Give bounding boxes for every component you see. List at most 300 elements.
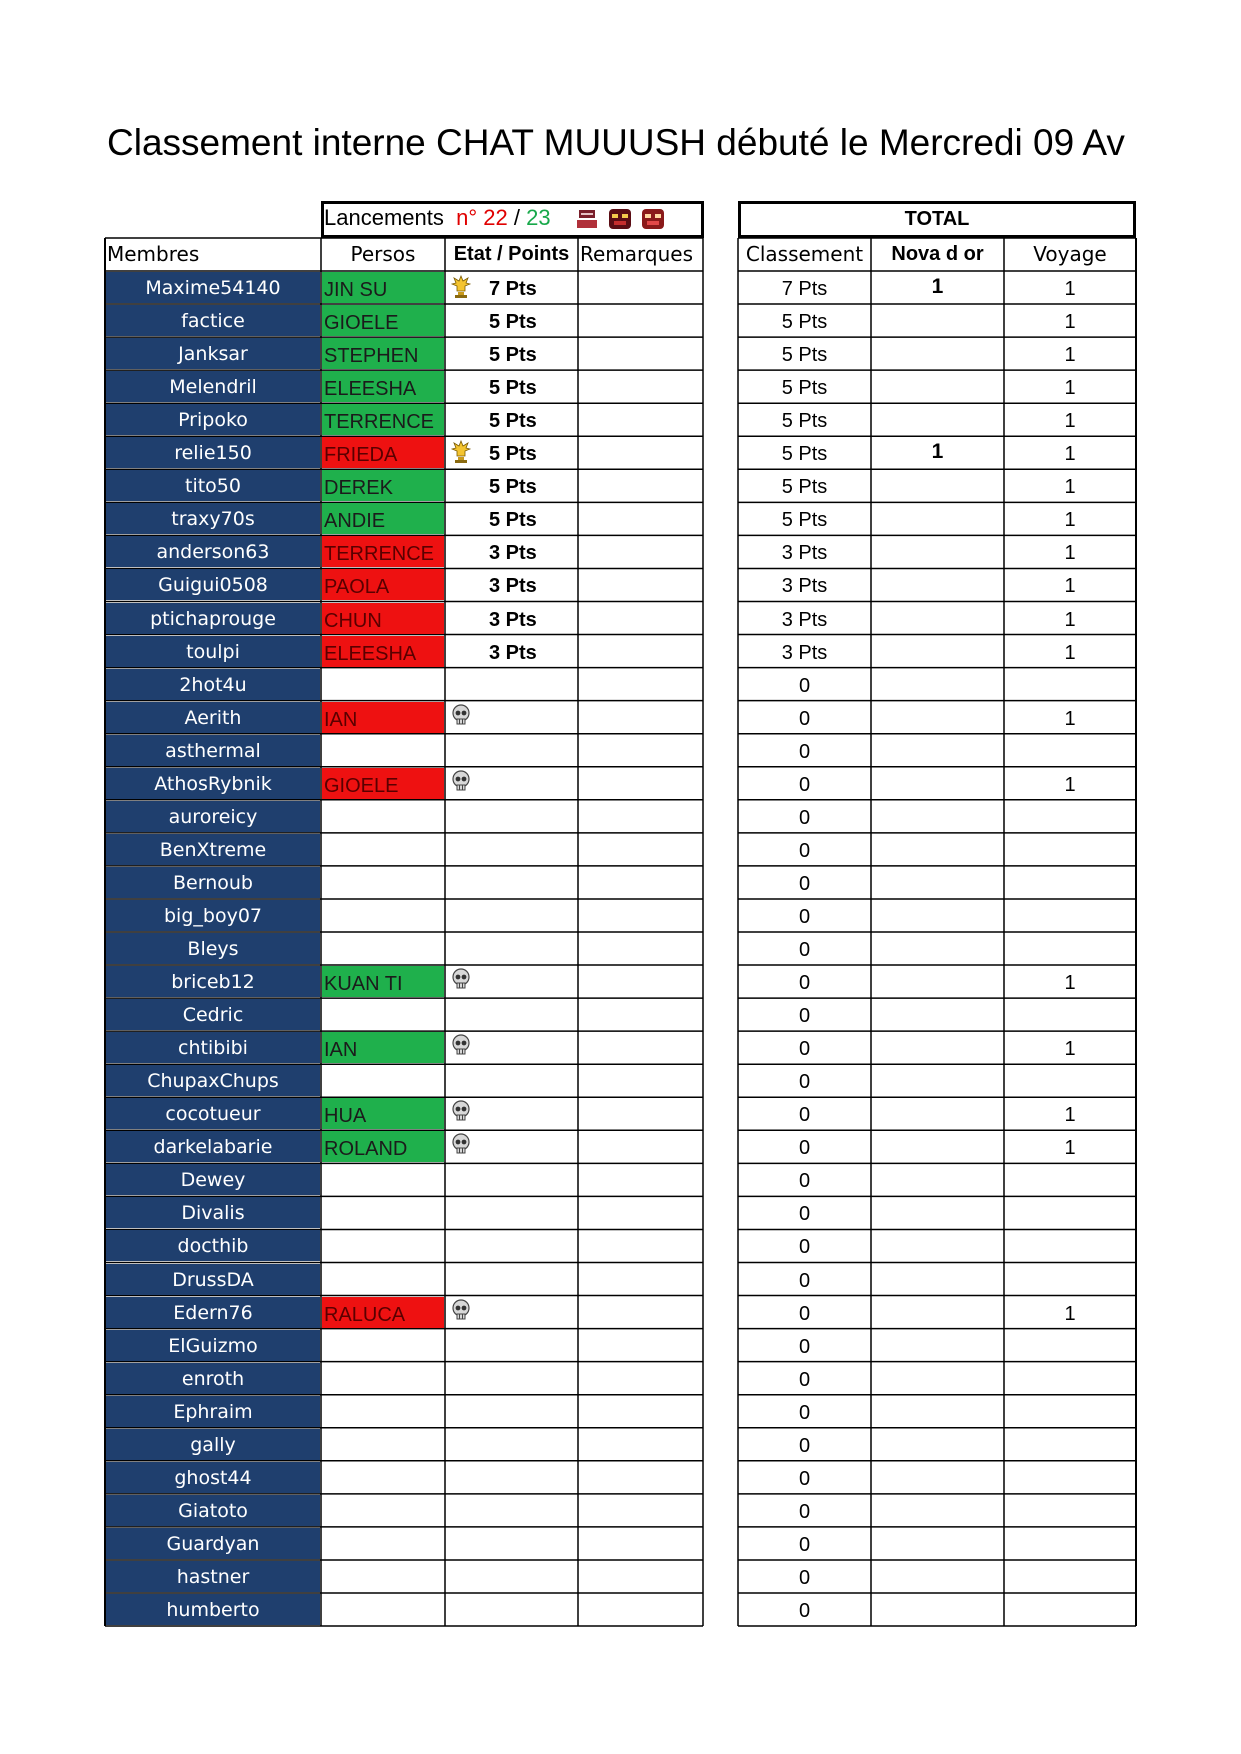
- remarques-cell: [579, 470, 702, 501]
- classement-value: 0: [798, 1533, 811, 1556]
- classement-value: 0: [798, 1467, 811, 1490]
- voyage-value: 1: [1064, 972, 1076, 995]
- points-value: [446, 933, 577, 964]
- nova-d-or-value: [872, 1164, 1003, 1195]
- voyage-value: 1: [1064, 641, 1076, 664]
- perso-name: PAOLA: [322, 569, 444, 600]
- points-value: [446, 1594, 577, 1625]
- lancements-next: 23: [526, 205, 551, 230]
- classement-value: 0: [798, 1104, 811, 1127]
- classement-value: 0: [798, 740, 811, 763]
- nova-d-or-value: [872, 966, 1003, 997]
- member-name: tito50: [106, 470, 320, 501]
- points-value: [446, 702, 577, 733]
- skull-icon: [451, 1034, 471, 1058]
- skull-icon: [451, 1299, 471, 1323]
- perso-name: JIN SU: [322, 272, 444, 303]
- classement-value: 0: [798, 1005, 811, 1028]
- member-name: Melendril: [106, 371, 320, 402]
- perso-name: [322, 1396, 444, 1427]
- points-value: [446, 735, 577, 766]
- nova-d-or-value: [872, 1197, 1003, 1228]
- points-value: [446, 834, 577, 865]
- points-label: 5 Pts: [489, 377, 537, 400]
- perso-name: IAN: [322, 1032, 444, 1063]
- voyage-value: 1: [1064, 608, 1076, 631]
- voyage-value: 1: [1064, 410, 1076, 433]
- remarques-cell: [579, 933, 702, 964]
- points-value: [446, 1396, 577, 1427]
- member-name: Guigui0508: [106, 569, 320, 600]
- classement-value: 3 Pts: [781, 608, 828, 631]
- points-value: [446, 1131, 577, 1162]
- voyage-value: 1: [1064, 377, 1076, 400]
- perso-name: [322, 1197, 444, 1228]
- skull-icon: [451, 1100, 471, 1124]
- classement-value: 5 Pts: [781, 344, 828, 367]
- voyage-value: [1005, 900, 1135, 931]
- voyage-value: 1: [1064, 707, 1076, 730]
- member-name: Edern76: [106, 1297, 320, 1328]
- remarques-cell: [579, 999, 702, 1030]
- lancements-separator: /: [513, 205, 520, 230]
- nova-d-or-value: [872, 338, 1003, 369]
- member-name: AthosRybnik: [106, 768, 320, 799]
- classement-value: 3 Pts: [781, 641, 828, 664]
- skull-icon: [451, 968, 471, 992]
- member-name: ElGuizmo: [106, 1330, 320, 1361]
- points-value: [446, 1561, 577, 1592]
- points-value: [446, 1098, 577, 1129]
- perso-name: [322, 999, 444, 1030]
- voyage-value: [1005, 867, 1135, 898]
- remarques-cell: [579, 1098, 702, 1129]
- lancements-current: 22: [483, 205, 508, 230]
- voyage-value: 1: [1064, 773, 1076, 796]
- remarques-cell: [579, 272, 702, 303]
- member-name: Dewey: [106, 1164, 320, 1195]
- remarques-cell: [579, 669, 702, 700]
- perso-name: [322, 1429, 444, 1460]
- points-value: [446, 305, 577, 336]
- remarques-cell: [579, 1396, 702, 1427]
- remarques-cell: [579, 1131, 702, 1162]
- points-value: [446, 669, 577, 700]
- lancements-prefix: n°: [456, 205, 478, 230]
- classement-value: 0: [798, 1600, 811, 1622]
- member-name: enroth: [106, 1363, 320, 1394]
- points-value: [446, 1164, 577, 1195]
- col-header-etat-points: Etat / Points: [453, 243, 570, 265]
- member-name: Ephraim: [106, 1396, 320, 1427]
- points-value: [446, 1429, 577, 1460]
- member-name: Guardyan: [106, 1528, 320, 1559]
- points-value: [446, 1462, 577, 1493]
- perso-name: [322, 801, 444, 832]
- classement-value: 5 Pts: [781, 311, 828, 334]
- member-name: Maxime54140: [106, 272, 320, 303]
- perso-name: [322, 1561, 444, 1592]
- classement-value: 3 Pts: [781, 575, 828, 598]
- remarques-cell: [579, 371, 702, 402]
- points-value: [446, 437, 577, 468]
- nova-d-or-value: [872, 1230, 1003, 1261]
- nova-d-or-value: 1: [931, 275, 944, 298]
- points-value: [446, 536, 577, 567]
- nova-d-or-value: [872, 371, 1003, 402]
- points-value: [446, 1230, 577, 1261]
- voyage-value: 1: [1064, 476, 1076, 499]
- classement-value: 0: [798, 1038, 811, 1061]
- page-title: Classement interne CHAT MUUUSH débuté le Mercredi 09 Av: [107, 122, 1125, 163]
- voyage-value: [1005, 1561, 1135, 1592]
- remarques-cell: [579, 338, 702, 369]
- perso-name: [322, 1594, 444, 1625]
- voyage-value: [1005, 735, 1135, 766]
- voyage-value: [1005, 999, 1135, 1030]
- classement-value: 0: [798, 1335, 811, 1358]
- nova-d-or-value: [872, 636, 1003, 667]
- nova-d-or-value: [872, 735, 1003, 766]
- voyage-value: [1005, 669, 1135, 700]
- remarques-cell: [579, 536, 702, 567]
- classement-value: 7 Pts: [781, 278, 828, 300]
- perso-name: ELEESHA: [322, 371, 444, 402]
- nova-d-or-value: [872, 900, 1003, 931]
- perso-name: [322, 867, 444, 898]
- voyage-value: 1: [1064, 443, 1076, 466]
- member-name: Pripoko: [106, 404, 320, 435]
- perso-name: HUA: [322, 1098, 444, 1129]
- points-label: 5 Pts: [489, 410, 537, 433]
- remarques-cell: [579, 1230, 702, 1261]
- points-label: 5 Pts: [489, 476, 537, 499]
- points-label: 5 Pts: [489, 443, 537, 466]
- perso-name: ANDIE: [322, 503, 444, 534]
- classement-value: 0: [798, 674, 811, 697]
- classement-value: 5 Pts: [781, 443, 828, 466]
- lancements-label: Lancements: [324, 205, 444, 230]
- classement-value: 5 Pts: [781, 509, 828, 532]
- member-name: DrussDA: [106, 1264, 320, 1295]
- member-name: Bleys: [106, 933, 320, 964]
- classement-value: 0: [798, 905, 811, 928]
- points-value: [446, 1330, 577, 1361]
- col-header-persos: Persos: [350, 242, 416, 266]
- nova-d-or-value: [872, 768, 1003, 799]
- perso-name: [322, 1528, 444, 1559]
- remarques-cell: [579, 569, 702, 600]
- classement-value: 0: [798, 773, 811, 796]
- perso-name: [322, 1065, 444, 1096]
- voyage-value: 1: [1064, 344, 1076, 367]
- member-name: factice: [106, 305, 320, 336]
- points-value: [446, 1297, 577, 1328]
- nova-d-or-value: [872, 1065, 1003, 1096]
- nova-d-or-value: [872, 404, 1003, 435]
- voyage-value: 1: [1064, 278, 1076, 300]
- perso-name: [322, 1264, 444, 1295]
- nova-d-or-value: [872, 603, 1003, 634]
- voyage-value: [1005, 1164, 1135, 1195]
- trophy-icon: [451, 440, 471, 464]
- col-header-membres: Membres: [107, 242, 200, 266]
- remarques-cell: [579, 1363, 702, 1394]
- voyage-value: [1005, 1528, 1135, 1559]
- voyage-value: [1005, 1396, 1135, 1427]
- nova-d-or-value: [872, 1297, 1003, 1328]
- classement-value: 0: [798, 1368, 811, 1391]
- perso-name: KUAN TI: [322, 966, 444, 997]
- classement-value: 0: [798, 806, 811, 829]
- member-name: anderson63: [106, 536, 320, 567]
- perso-name: IAN: [322, 702, 444, 733]
- points-label: 5 Pts: [489, 344, 537, 367]
- member-name: 2hot4u: [106, 669, 320, 700]
- col-header-nova-d-or: Nova d or: [891, 243, 984, 265]
- remarques-cell: [579, 702, 702, 733]
- voyage-value: 1: [1064, 575, 1076, 598]
- col-header-voyage: Voyage: [1033, 242, 1107, 266]
- nova-d-or-value: [872, 1396, 1003, 1427]
- voyage-value: [1005, 1197, 1135, 1228]
- perso-name: DEREK: [322, 470, 444, 501]
- points-value: [446, 338, 577, 369]
- member-name: humberto: [106, 1594, 320, 1625]
- remarques-cell: [579, 1197, 702, 1228]
- remarques-cell: [579, 900, 702, 931]
- remarques-cell: [579, 1495, 702, 1526]
- perso-name: [322, 1164, 444, 1195]
- voyage-value: [1005, 834, 1135, 865]
- perso-name: GIOELE: [322, 768, 444, 799]
- member-name: darkelabarie: [106, 1131, 320, 1162]
- voyage-value: [1005, 1495, 1135, 1526]
- voyage-value: [1005, 1330, 1135, 1361]
- perso-name: [322, 900, 444, 931]
- perso-name: TERRENCE: [322, 404, 444, 435]
- points-value: [446, 1032, 577, 1063]
- member-name: docthib: [106, 1230, 320, 1261]
- remarques-cell: [579, 1065, 702, 1096]
- points-label: 3 Pts: [489, 641, 537, 664]
- nova-d-or-value: [872, 1131, 1003, 1162]
- perso-name: [322, 933, 444, 964]
- nova-d-or-value: [872, 1495, 1003, 1526]
- member-name: Aerith: [106, 702, 320, 733]
- voyage-value: [1005, 801, 1135, 832]
- voyage-value: [1005, 1264, 1135, 1295]
- voyage-value: 1: [1064, 509, 1076, 532]
- perso-name: [322, 1363, 444, 1394]
- remarques-cell: [579, 503, 702, 534]
- member-name: ghost44: [106, 1462, 320, 1493]
- classement-value: 0: [798, 707, 811, 730]
- member-name: asthermal: [106, 735, 320, 766]
- points-value: [446, 569, 577, 600]
- voyage-value: [1005, 1462, 1135, 1493]
- points-value: [446, 404, 577, 435]
- perso-name: RALUCA: [322, 1297, 444, 1328]
- nova-d-or-value: [872, 702, 1003, 733]
- remarques-cell: [579, 1429, 702, 1460]
- perso-name: [322, 1495, 444, 1526]
- member-name: hastner: [106, 1561, 320, 1592]
- trophy-icon: [451, 275, 471, 299]
- nova-d-or-value: [872, 1264, 1003, 1295]
- perso-name: TERRENCE: [322, 536, 444, 567]
- remarques-cell: [579, 801, 702, 832]
- col-header-remarques: Remarques: [580, 242, 694, 266]
- classement-value: 0: [798, 972, 811, 995]
- nova-d-or-value: [872, 669, 1003, 700]
- nova-d-or-value: [872, 1330, 1003, 1361]
- nova-d-or-value: [872, 569, 1003, 600]
- classement-value: 0: [798, 1269, 811, 1292]
- member-name: Divalis: [106, 1197, 320, 1228]
- nova-d-or-value: [872, 999, 1003, 1030]
- remarques-cell: [579, 1297, 702, 1328]
- classement-value: 0: [798, 872, 811, 895]
- member-name: Giatoto: [106, 1495, 320, 1526]
- remarques-cell: [579, 437, 702, 468]
- points-value: [446, 966, 577, 997]
- remarques-cell: [579, 1528, 702, 1559]
- remarques-cell: [579, 1330, 702, 1361]
- nova-d-or-value: [872, 1594, 1003, 1625]
- points-label: 5 Pts: [489, 509, 537, 532]
- nova-d-or-value: [872, 1098, 1003, 1129]
- points-label: 7 Pts: [489, 278, 537, 300]
- classement-value: 0: [798, 1137, 811, 1160]
- voyage-value: [1005, 1594, 1135, 1625]
- remarques-cell: [579, 1561, 702, 1592]
- nova-d-or-value: [872, 1429, 1003, 1460]
- remarques-cell: [579, 1264, 702, 1295]
- remarques-cell: [579, 1032, 702, 1063]
- voyage-value: 1: [1064, 542, 1076, 565]
- remarques-cell: [579, 1594, 702, 1625]
- voyage-value: [1005, 1429, 1135, 1460]
- points-value: [446, 1264, 577, 1295]
- classement-value: 0: [798, 1071, 811, 1094]
- points-value: [446, 272, 577, 303]
- classement-value: 5 Pts: [781, 377, 828, 400]
- remarques-cell: [579, 768, 702, 799]
- nova-d-or-value: [872, 1032, 1003, 1063]
- points-value: [446, 1363, 577, 1394]
- classement-value: 0: [798, 1170, 811, 1193]
- points-value: [446, 603, 577, 634]
- nova-d-or-value: [872, 1363, 1003, 1394]
- nova-d-or-value: [872, 305, 1003, 336]
- remarques-cell: [579, 1462, 702, 1493]
- nova-d-or-value: [872, 1462, 1003, 1493]
- nova-d-or-value: [872, 834, 1003, 865]
- voyage-value: [1005, 933, 1135, 964]
- classement-value: 0: [798, 939, 811, 961]
- points-value: [446, 470, 577, 501]
- perso-name: [322, 735, 444, 766]
- nova-d-or-value: [872, 801, 1003, 832]
- nova-d-or-value: [872, 867, 1003, 898]
- member-name: relie150: [106, 437, 320, 468]
- member-name: ptichaprouge: [106, 603, 320, 634]
- classement-value: 5 Pts: [781, 476, 828, 499]
- member-name: traxy70s: [106, 503, 320, 534]
- voyage-value: 1: [1064, 1137, 1076, 1160]
- member-name: Bernoub: [106, 867, 320, 898]
- points-value: [446, 1528, 577, 1559]
- nova-d-or-value: [872, 1528, 1003, 1559]
- member-name: big_boy07: [106, 900, 320, 931]
- voyage-value: [1005, 1065, 1135, 1096]
- points-value: [446, 636, 577, 667]
- classement-value: 0: [798, 1566, 811, 1589]
- voyage-value: 1: [1064, 1104, 1076, 1127]
- perso-name: [322, 1330, 444, 1361]
- skull-icon: [451, 770, 471, 794]
- remarques-cell: [579, 966, 702, 997]
- perso-name: [322, 834, 444, 865]
- member-name: Janksar: [106, 338, 320, 369]
- remarques-cell: [579, 735, 702, 766]
- remarques-cell: [579, 1164, 702, 1195]
- member-name: BenXtreme: [106, 834, 320, 865]
- points-label: 3 Pts: [489, 575, 537, 598]
- perso-name: [322, 1462, 444, 1493]
- perso-name: GIOELE: [322, 305, 444, 336]
- nova-d-or-value: [872, 503, 1003, 534]
- remarques-cell: [579, 603, 702, 634]
- remarques-cell: [579, 305, 702, 336]
- classement-value: 0: [798, 1236, 811, 1259]
- points-value: [446, 867, 577, 898]
- classement-value: 0: [798, 1302, 811, 1325]
- points-label: 3 Pts: [489, 542, 537, 565]
- points-value: [446, 900, 577, 931]
- classement-value: 0: [798, 839, 811, 862]
- member-name: auroreicy: [106, 801, 320, 832]
- member-name: toulpi: [106, 636, 320, 667]
- perso-name: ELEESHA: [322, 636, 444, 667]
- points-value: [446, 1495, 577, 1526]
- classement-value: 0: [798, 1434, 811, 1457]
- perso-name: STEPHEN: [322, 338, 444, 369]
- classement-value: 0: [798, 1500, 811, 1523]
- perso-name: [322, 669, 444, 700]
- total-header: TOTAL: [904, 208, 970, 230]
- points-value: [446, 801, 577, 832]
- remarques-cell: [579, 404, 702, 435]
- voyage-value: 1: [1064, 1302, 1076, 1325]
- nova-d-or-value: [872, 470, 1003, 501]
- points-value: [446, 999, 577, 1030]
- skull-icon: [451, 704, 471, 728]
- member-name: gally: [106, 1429, 320, 1460]
- nova-d-or-value: [872, 933, 1003, 964]
- perso-name: ROLAND: [322, 1131, 444, 1162]
- nova-d-or-value: [872, 1561, 1003, 1592]
- voyage-value: 1: [1064, 1038, 1076, 1061]
- perso-name: FRIEDA: [322, 437, 444, 468]
- remarques-cell: [579, 867, 702, 898]
- points-value: [446, 503, 577, 534]
- skull-icon: [451, 1133, 471, 1157]
- nova-d-or-value: [872, 536, 1003, 567]
- member-name: Cedric: [106, 999, 320, 1030]
- points-value: [446, 1197, 577, 1228]
